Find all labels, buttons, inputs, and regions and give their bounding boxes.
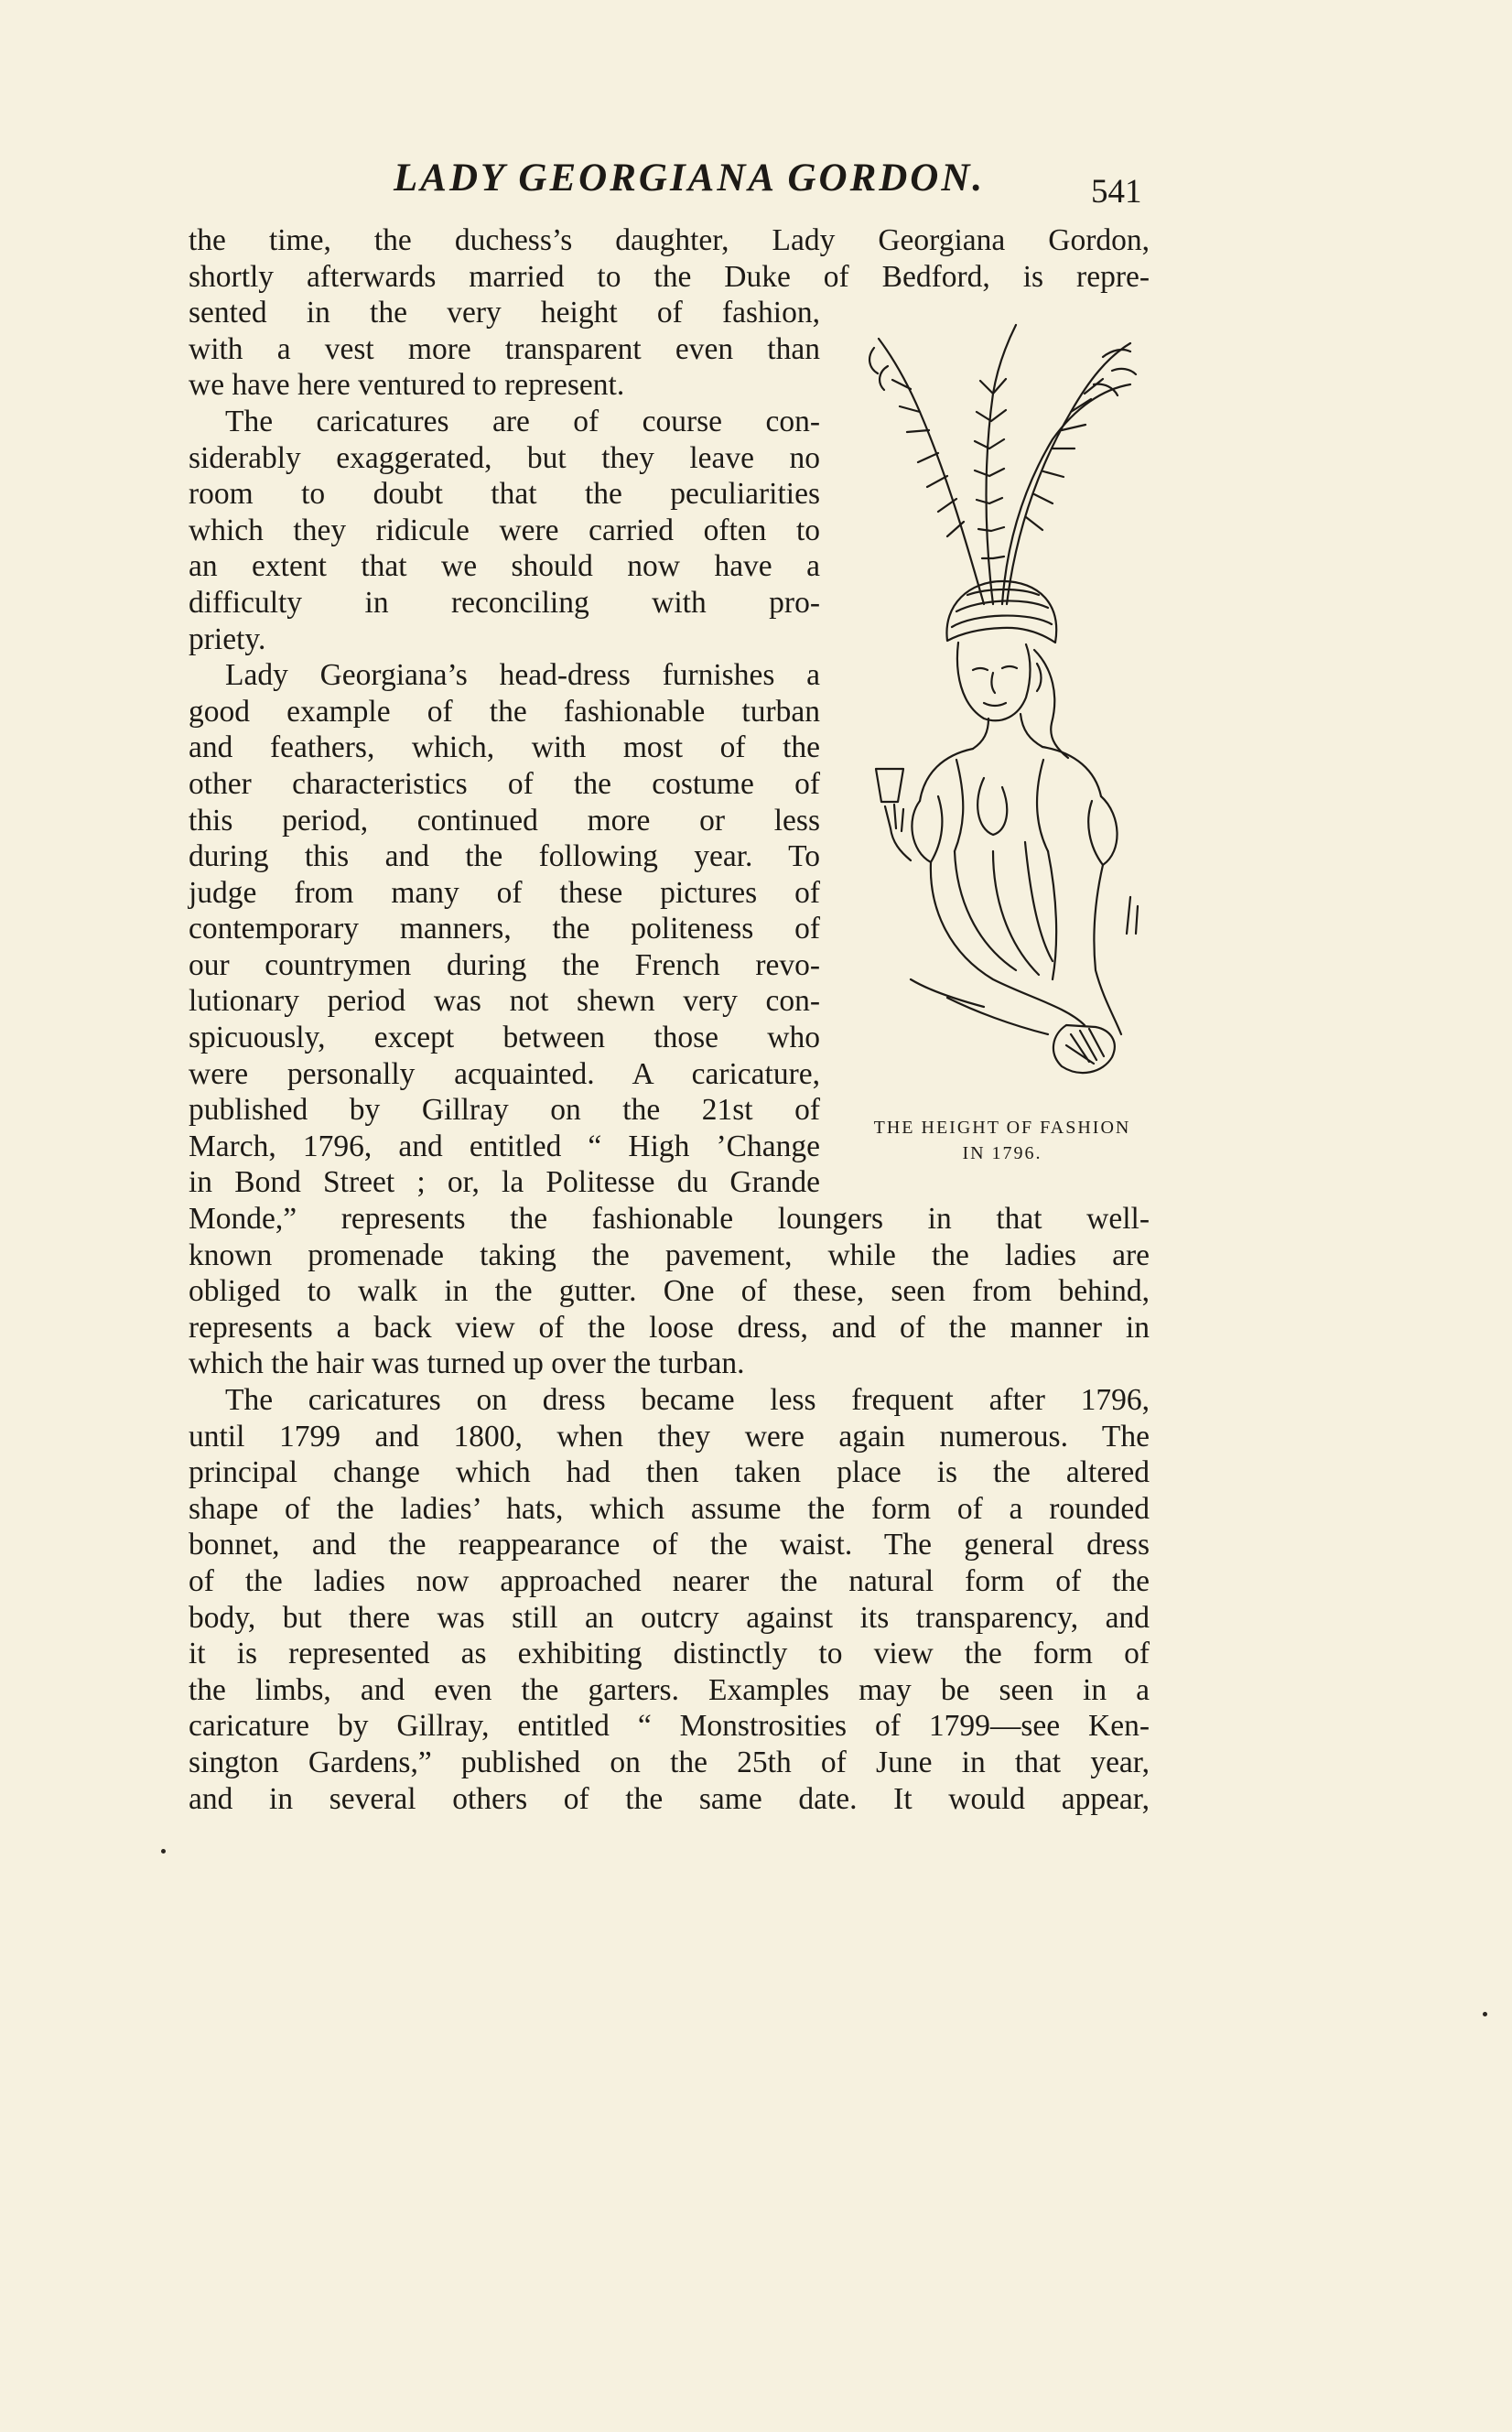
text-line: lutionary period was not shewn very con- <box>189 984 820 1019</box>
text-line: bonnet, and the reappearance of the waist. The general dress <box>189 1528 1150 1562</box>
ink-speck <box>1483 2012 1487 2016</box>
text-line: caricature by Gillray, entitled “ Monstrosities of 1799—see Ken- <box>189 1709 1150 1744</box>
text-line: difficulty in reconciling with pro- <box>189 585 820 620</box>
text-line: in Bond Street ; or, la Politesse du Grande <box>189 1165 820 1200</box>
feather-plume-center <box>987 325 1017 604</box>
text-line: good example of the fashionable turban <box>189 694 820 729</box>
text-line: which they ridicule were carried often to <box>189 513 820 547</box>
text-line: March, 1796, and entitled “ High ’Change <box>189 1129 820 1163</box>
text-line: which the hair was turned up over the turban. <box>189 1346 745 1381</box>
running-title: LADY GEORGIANA GORDON. <box>394 157 986 200</box>
text-line: it is represented as exhibiting distinctly to view the form of <box>189 1637 1150 1671</box>
text-line: obliged to walk in the gutter. One of these, seen from behind, <box>189 1274 1150 1309</box>
text-line: the time, the duchess’s daughter, Lady Georgiana Gordon, <box>189 223 1150 257</box>
text-line: known promenade taking the pavement, while the ladies are <box>189 1238 1150 1272</box>
text-line: shape of the ladies’ hats, which assume the form of a rounded <box>189 1491 1150 1526</box>
text-line: The caricatures on dress became less frequent after 1796, <box>225 1383 1150 1417</box>
earring <box>1037 664 1042 691</box>
text-line: and in several others of the same date. It would appear, <box>189 1781 1150 1816</box>
text-line: Monde,” represents the fashionable loungers in that well- <box>189 1202 1150 1237</box>
text-line: were personally acquainted. A caricature, <box>189 1056 820 1091</box>
text-line: room to doubt that the peculiarities <box>189 477 820 512</box>
left-sleeve <box>912 796 942 862</box>
raised-hand <box>885 805 911 860</box>
text-line: sented in the very height of fashion, <box>189 296 820 330</box>
text-line: represents a back view of the loose dress, and of the manner in <box>189 1310 1150 1345</box>
text-line: published by Gillray on the 21st of <box>189 1093 820 1128</box>
feather-plume-left <box>879 339 984 604</box>
text-line: sington Gardens,” published on the 25th of June in that year, <box>189 1745 1150 1779</box>
right-sleeve <box>1088 796 1117 865</box>
ink-speck <box>161 1849 166 1854</box>
face <box>957 643 1031 720</box>
text-line: The caricatures are of course con- <box>225 404 820 438</box>
text-line: siderably exaggerated, but they leave no <box>189 440 820 475</box>
text-line: an extent that we should now have a <box>189 549 820 584</box>
text-line: this period, continued more or less <box>189 803 820 838</box>
text-line: until 1799 and 1800, when they were again numerous. The <box>189 1419 1150 1454</box>
feather-plume-right2 <box>1002 384 1130 604</box>
text-line: contemporary manners, the politeness of <box>189 912 820 946</box>
wine-glass-icon <box>876 769 903 802</box>
woman-turban-illustration <box>856 302 1149 1089</box>
text-line: priety. <box>189 622 266 656</box>
text-line: during this and the following year. To <box>189 839 820 874</box>
text-line: the limbs, and even the garters. Examples may be seen in a <box>189 1672 1150 1707</box>
text-line: we have here ventured to represent. <box>189 368 625 403</box>
text-line: body, but there was still an outcry against its transparency, and <box>189 1600 1150 1635</box>
shoulders <box>920 747 1101 801</box>
text-line: with a vest more transparent even than <box>189 331 820 366</box>
page-number: 541 <box>1091 173 1142 211</box>
feather-plume-right <box>1007 343 1130 604</box>
text-line: other characteristics of the costume of <box>189 766 820 801</box>
caption-line-2: IN 1796. <box>962 1143 1042 1163</box>
text-line: shortly afterwards married to the Duke of Bedford, is repre- <box>189 259 1150 294</box>
caption-line-1: THE HEIGHT OF FASHION <box>873 1118 1131 1138</box>
fan-icon <box>1053 1025 1115 1073</box>
text-line: of the ladies now approached nearer the natural form of the <box>189 1563 1150 1598</box>
text-line: and feathers, which, with most of the <box>189 730 820 765</box>
text-line: Lady Georgiana’s head-dress furnishes a <box>225 658 820 693</box>
text-line: principal change which had then taken place is the altered <box>189 1455 1150 1490</box>
figure-caption <box>828 1115 1176 1166</box>
text-line: judge from many of these pictures of <box>189 875 820 910</box>
fashion-illustration <box>856 302 1149 1089</box>
text-line: our countrymen during the French revo- <box>189 947 820 982</box>
text-line: spicuously, except between those who <box>189 1021 820 1055</box>
